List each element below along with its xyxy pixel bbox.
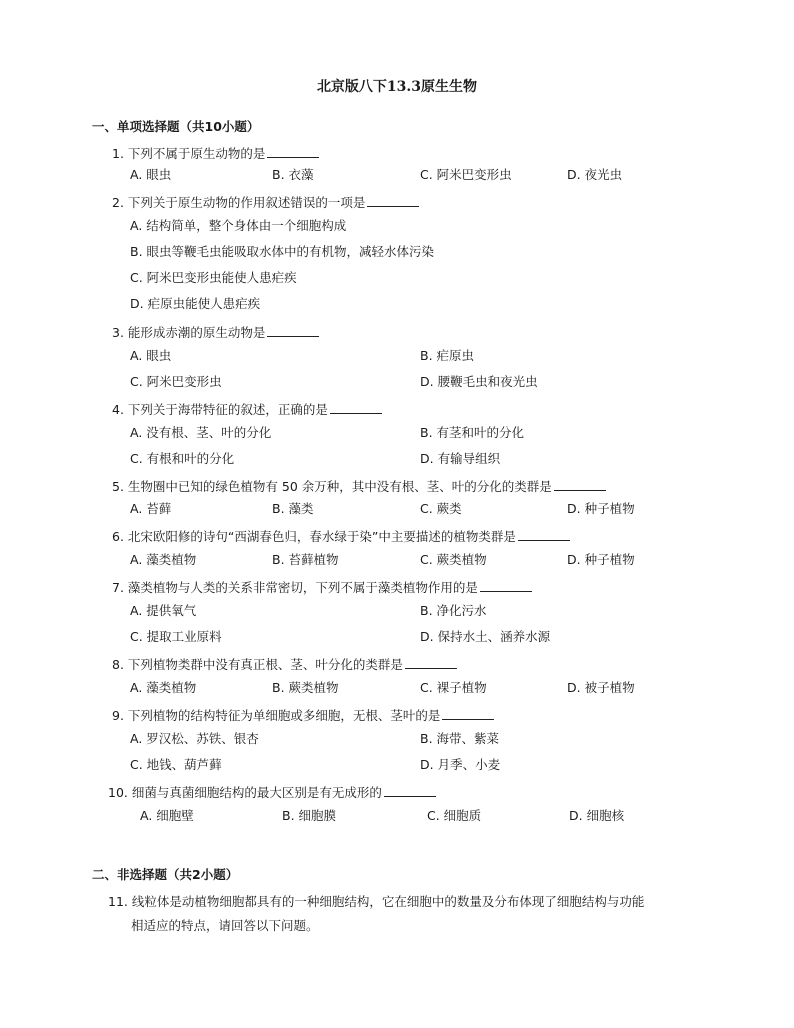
question-8-option-b: B. 蕨类植物 [272,680,339,695]
question-10-option-c: C. 细胞质 [427,808,482,823]
question-2-stem: 2. 下列关于原生动物的作用叙述错误的一项是 [112,193,419,211]
question-7-option-a: A. 提供氧气 [130,603,197,618]
question-3-option-d: D. 腰鞭毛虫和夜光虫 [420,374,538,389]
answer-blank [442,718,494,720]
question-10-option-a: A. 细胞壁 [140,808,194,823]
answer-blank [480,590,532,592]
question-3-option-b: B. 疟原虫 [420,348,475,363]
question-4-option-b: B. 有茎和叶的分化 [420,425,525,440]
answer-blank [267,156,319,158]
question-9-option-d: D. 月季、小麦 [420,757,501,772]
answer-blank [267,335,319,337]
question-8-option-a: A. 藻类植物 [130,680,197,695]
question-10-option-b: B. 细胞膜 [282,808,337,823]
question-9-option-a: A. 罗汉松、苏铁、银杏 [130,731,259,746]
question-6-option-b: B. 苔藓植物 [272,552,339,567]
question-7-stem: 7. 藻类植物与人类的关系非常密切，下列不属于藻类植物作用的是 [112,578,532,596]
question-6-option-c: C. 蕨类植物 [420,552,487,567]
question-4-stem: 4. 下列关于海带特征的叙述，正确的是 [112,400,382,418]
question-11-text-line2: 相适应的特点，请回答以下问题。 [131,918,319,933]
question-5-stem: 5. 生物圈中已知的绿色植物有 50 余万种，其中没有根、茎、叶的分化的类群是 [112,477,606,495]
question-9-stem: 9. 下列植物的结构特征为单细胞或多细胞，无根、茎叶的是 [112,706,494,724]
question-7-option-b: B. 净化污水 [420,603,487,618]
question-1-option-c: C. 阿米巴变形虫 [420,167,512,182]
question-6-option-d: D. 种子植物 [567,552,635,567]
question-1-option-d: D. 夜光虫 [567,167,623,182]
answer-blank [367,205,419,207]
answer-blank [554,489,606,491]
question-2-option-d: D. 疟原虫能使人患疟疾 [130,296,261,311]
question-2-option-a: A. 结构简单，整个身体由一个细胞构成 [130,218,347,233]
question-3-option-a: A. 眼虫 [130,348,172,363]
question-8-option-c: C. 裸子植物 [420,680,487,695]
question-1-option-a: A. 眼虫 [130,167,172,182]
question-7-option-c: C. 提取工业原料 [130,629,222,644]
answer-blank [405,667,457,669]
question-4-option-d: D. 有输导组织 [420,451,501,466]
question-8-option-d: D. 被子植物 [567,680,635,695]
question-9-option-b: B. 海带、紫菜 [420,731,500,746]
question-5-option-a: A. 苔藓 [130,501,172,516]
section-heading-choice: 一、单项选择题（共10小题） [92,119,260,134]
question-11-text-line1: 11. 线粒体是动植物细胞都具有的一种细胞结构，它在细胞中的数量及分布体现了细胞结构与功能 [108,894,645,909]
question-1-option-b: B. 衣藻 [272,167,314,182]
question-6-stem: 6. 北宋欧阳修的诗句“西湖春色归，春水绿于染”中主要描述的植物类群是 [112,527,570,545]
page-title: 北京版八下13.3原生生物 [316,79,478,95]
question-7-option-d: D. 保持水土、涵养水源 [420,629,551,644]
answer-blank [330,412,382,414]
question-4-option-c: C. 有根和叶的分化 [130,451,235,466]
question-10-stem: 10. 细菌与真菌细胞结构的最大区别是有无成形的 [108,783,436,801]
answer-blank [384,795,436,797]
question-9-option-c: C. 地钱、葫芦藓 [130,757,222,772]
question-10-option-d: D. 细胞核 [569,808,625,823]
question-6-option-a: A. 藻类植物 [130,552,197,567]
question-3-option-c: C. 阿米巴变形虫 [130,374,222,389]
question-5-option-b: B. 藻类 [272,501,314,516]
question-5-option-c: C. 蕨类 [420,501,462,516]
question-4-option-a: A. 没有根、茎、叶的分化 [130,425,272,440]
question-2-option-b: B. 眼虫等鞭毛虫能吸取水体中的有机物，减轻水体污染 [130,244,435,259]
question-1-stem: 1. 下列不属于原生动物的是 [112,144,319,162]
question-5-option-d: D. 种子植物 [567,501,635,516]
answer-blank [518,539,570,541]
question-2-option-c: C. 阿米巴变形虫能使人患疟疾 [130,270,297,285]
question-3-stem: 3. 能形成赤潮的原生动物是 [112,323,319,341]
question-8-stem: 8. 下列植物类群中没有真正根、茎、叶分化的类群是 [112,655,457,673]
section-heading-nonchoice: 二、非选择题（共2小题） [92,867,239,882]
